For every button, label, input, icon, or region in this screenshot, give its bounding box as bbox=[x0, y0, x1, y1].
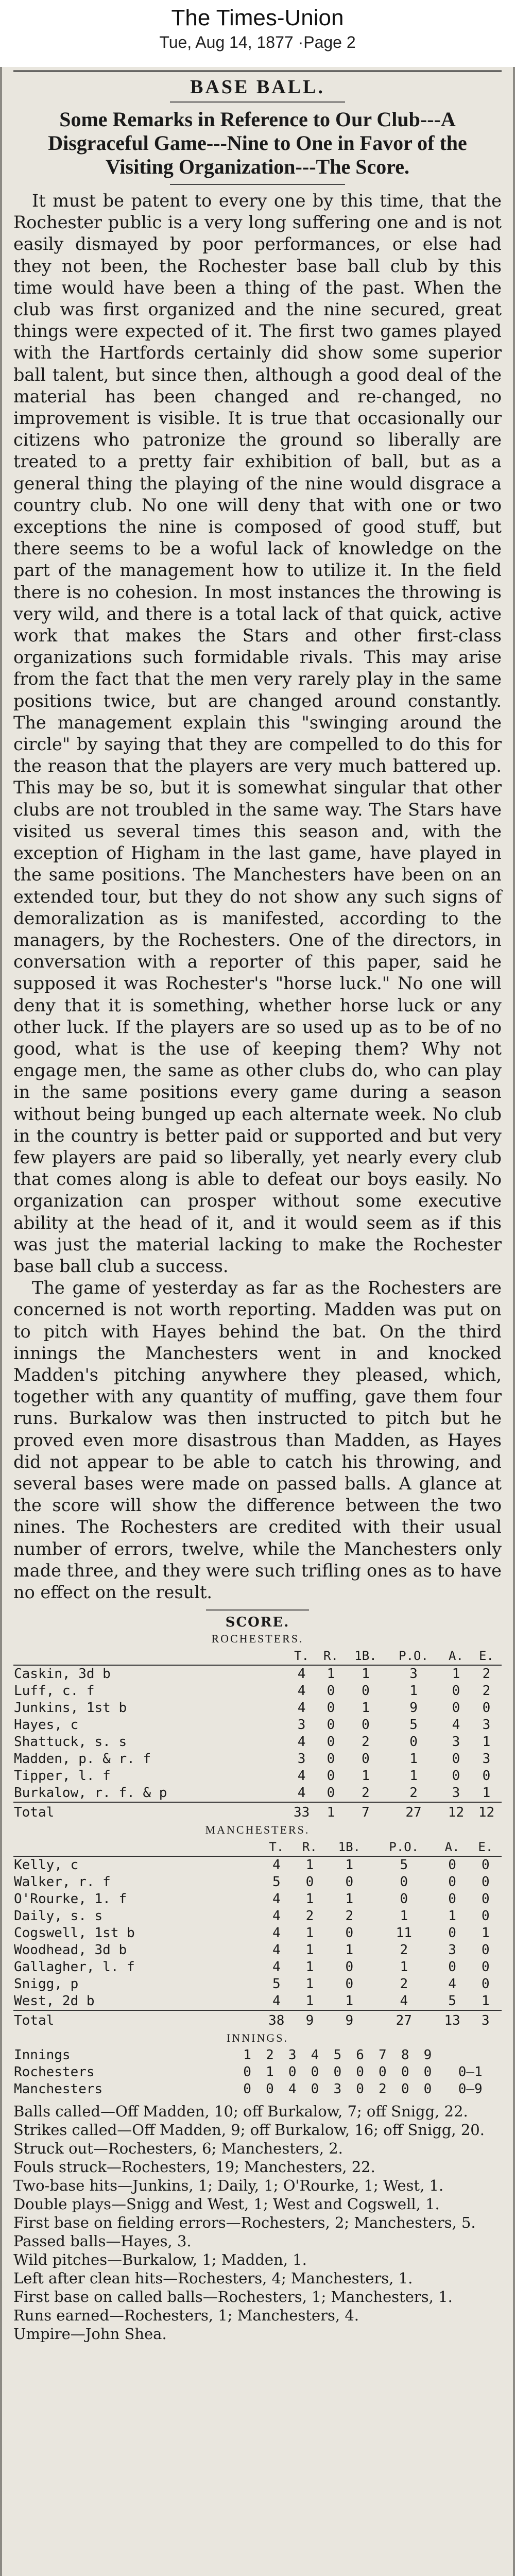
player-name: Tipper, l. f bbox=[14, 1768, 111, 1784]
innings-row bbox=[13, 2064, 502, 2081]
stat-cell: 1 bbox=[400, 1959, 408, 1975]
box-header-row bbox=[13, 1648, 502, 1665]
stat-cell: 5 bbox=[272, 1874, 281, 1890]
game-note: Fouls struck—Rochesters, 19; Manchesters, 22. bbox=[13, 2158, 375, 2176]
innings-header-cell: 7 bbox=[379, 2047, 387, 2063]
stat-cell: 0 bbox=[327, 1717, 335, 1733]
stat-cell: 0 bbox=[448, 1925, 456, 1941]
stat-cell: 0 bbox=[362, 1751, 370, 1767]
player-name: Cogswell, 1st b bbox=[14, 1925, 135, 1941]
column-header: 1B. bbox=[345, 1648, 386, 1665]
stat-cell: 3 bbox=[448, 1942, 456, 1958]
player-row bbox=[13, 1734, 502, 1751]
stat-cell: 1 bbox=[345, 1857, 354, 1873]
stat-cell: 0 bbox=[345, 1976, 354, 1992]
column-header: P.O. bbox=[373, 1839, 435, 1856]
total-cell: 9 bbox=[294, 2010, 325, 2029]
stat-cell: 1 bbox=[345, 1942, 354, 1958]
player-row bbox=[13, 1874, 502, 1891]
innings-header-cell: 3 bbox=[288, 2047, 297, 2063]
column-header: A. bbox=[435, 1839, 470, 1856]
innings-cell: 0 bbox=[288, 2064, 297, 2080]
game-note: First base on called balls—Rochesters, 1; Manchesters, 1. bbox=[13, 2288, 453, 2306]
innings-cell: 0 bbox=[243, 2064, 251, 2080]
stat-cell: 1 bbox=[482, 1925, 490, 1941]
stat-cell: 4 bbox=[297, 1666, 306, 1682]
stat-cell: 1 bbox=[362, 1666, 370, 1682]
stat-cell: 1 bbox=[448, 1908, 456, 1924]
stat-cell: 2 bbox=[400, 1942, 408, 1958]
deck-rule bbox=[170, 184, 345, 185]
innings-cell: 0—9 bbox=[458, 2081, 483, 2097]
stat-cell: 1 bbox=[327, 1666, 335, 1682]
player-row bbox=[13, 1959, 502, 1976]
player-row bbox=[13, 1665, 502, 1683]
player-column-header bbox=[13, 1648, 286, 1665]
player-column-header bbox=[13, 1839, 259, 1856]
game-note: Strikes called—Off Madden, 9; off Burkalow, 16; off Snigg, 20. bbox=[13, 2121, 485, 2139]
page-masthead bbox=[0, 0, 515, 67]
innings-cell: 0 bbox=[266, 2081, 274, 2097]
player-name: Walker, r. f bbox=[14, 1874, 111, 1890]
stat-cell: 2 bbox=[362, 1734, 370, 1750]
player-row bbox=[13, 1925, 502, 1942]
stat-cell: 1 bbox=[482, 1993, 490, 2009]
column-header: T. bbox=[259, 1839, 294, 1856]
total-label: Total bbox=[13, 2010, 259, 2029]
stat-cell: 1 bbox=[345, 1993, 354, 2009]
game-note: Left after clean hits—Rochesters, 4; Manchesters, 1. bbox=[13, 2269, 413, 2287]
stat-cell: 4 bbox=[272, 1908, 281, 1924]
newspaper-name: The Times-Union bbox=[171, 5, 344, 30]
stat-cell: 0 bbox=[482, 1942, 490, 1958]
player-row bbox=[13, 1908, 502, 1925]
stat-cell: 0 bbox=[345, 1925, 354, 1941]
player-row bbox=[13, 1683, 502, 1700]
box-header-row bbox=[13, 1839, 502, 1856]
stat-cell: 0 bbox=[327, 1751, 335, 1767]
stat-cell: 0 bbox=[345, 1959, 354, 1975]
player-name: Shattuck, s. s bbox=[14, 1734, 127, 1750]
player-name: Madden, p. & r. f bbox=[14, 1751, 151, 1767]
innings-cell: 3 bbox=[333, 2081, 342, 2097]
article-headline: BASE BALL. bbox=[190, 76, 325, 98]
column-header: A. bbox=[441, 1648, 471, 1665]
stat-cell: 5 bbox=[409, 1717, 418, 1733]
stat-cell: 0 bbox=[448, 1857, 456, 1873]
innings-header-cell: 9 bbox=[423, 2047, 432, 2063]
player-name: Junkins, 1st b bbox=[14, 1700, 127, 1716]
innings-table bbox=[13, 2047, 502, 2098]
total-label: Total bbox=[13, 1802, 286, 1821]
player-row bbox=[13, 1785, 502, 1802]
stat-cell: 4 bbox=[272, 1993, 281, 2009]
total-cell: 27 bbox=[373, 2010, 435, 2029]
stat-cell: 4 bbox=[272, 1959, 281, 1975]
team-name: Manchesters bbox=[14, 2081, 103, 2097]
total-cell: 3 bbox=[470, 2010, 502, 2029]
innings-cell: 0 bbox=[356, 2081, 364, 2097]
section-rule bbox=[206, 1609, 309, 1611]
stat-cell: 0 bbox=[327, 1785, 335, 1801]
innings-cell: 0 bbox=[401, 2081, 409, 2097]
innings-cell: 0 bbox=[333, 2064, 342, 2080]
total-row bbox=[13, 1802, 502, 1821]
stat-cell: 4 bbox=[297, 1785, 306, 1801]
stat-cell: 0 bbox=[362, 1683, 370, 1699]
stat-cell: 0 bbox=[448, 1891, 456, 1907]
stat-cell: 0 bbox=[345, 1874, 354, 1890]
stat-cell: 1 bbox=[305, 1993, 314, 2009]
stat-cell: 1 bbox=[305, 1959, 314, 1975]
player-row bbox=[13, 1768, 502, 1785]
stat-cell: 1 bbox=[305, 1925, 314, 1941]
innings-cell: 2 bbox=[379, 2081, 387, 2097]
stat-cell: 0 bbox=[482, 1768, 491, 1784]
stat-cell: 0 bbox=[452, 1768, 460, 1784]
newspaper-clipping bbox=[0, 67, 515, 2576]
stat-cell: 0 bbox=[327, 1683, 335, 1699]
stat-cell: 1 bbox=[362, 1700, 370, 1716]
stat-cell: 5 bbox=[272, 1976, 281, 1992]
issue-date: Tue, Aug 14, 1877 ·Page 2 bbox=[159, 33, 356, 52]
player-name: Burkalow, r. f. & p bbox=[14, 1785, 167, 1801]
stat-cell: 3 bbox=[482, 1751, 491, 1767]
stat-cell: 2 bbox=[482, 1683, 491, 1699]
stat-cell: 0 bbox=[482, 1908, 490, 1924]
stat-cell: 4 bbox=[400, 1993, 408, 2009]
stat-cell: 0 bbox=[327, 1700, 335, 1716]
innings-header-cell: Innings bbox=[14, 2047, 71, 2063]
game-note: Double plays—Snigg and West, 1; West and Cogswell, 1. bbox=[13, 2195, 440, 2213]
article-paragraph-1: It must be patent to every one by this time, that the Rochester public is a very long suffering one and is not easily dismayed by poor performances, or else had they not been, the Rochester base ball club by this time would have been a thing of the past. When the club was first organized and the nine secured, great things were expected of it. The first two games played with the Hartfords certainly did show some superior ball talent, but since then, although a good deal of the material has been changed and re-changed, no improvement is visible. It is true that occasionally our citizens who patronize the ground so liberally are treated to a pretty fair exhibition of ball, but as a general thing the playing of the nine would disgrace a country club. No one will deny that with one or two exceptions the nine is composed of good stuff, but there seems to be a woful lack of knowledge on the part of the management how to utilize it. In the field there is no cohesion. In most instances the throwing is very wild, and there is a total lack of that quick, active work that makes the Stars and other first-class organizations such formidable rivals. This may arise from the fact that the men very rarely play in the same positions twice, but are changed around constantly. The management explain this "swinging around the circle" by saying that they are compelled to do this for the reason that the players are very much battered up. This may be so, but it is somewhat singular that other clubs are not troubled in the same way. The Stars have visited us several times this season and, with the exception of Higham in the last game, have played in the same positions. The Manchesters have been on an extended tour, but they do not show any such signs of demoralization as is manifested, according to the managers, by the Rochesters. One of the directors, in conversation with a reporter of this paper, said he supposed it was Rochester's "horse luck." No one will deny that it is something, whether horse luck or any other luck. If the players are so used up as to be of no good, what is the use of keeping them? Why not engage men, the same as other clubs do, who can play in the same positions every game during a season without being bunged up each alternate week. No club in the country is better paid or supported and but very few players are paid so liberally, yet nearly every club that comes along is able to defeat our boys easily. No organization can prosper without some executive ability at the head of it, and it would seem as if this was just the material lacking to make the Rochester base ball club a success. bbox=[13, 191, 502, 1276]
total-cell: 33 bbox=[286, 1802, 317, 1821]
total-cell: 12 bbox=[471, 1802, 502, 1821]
stat-cell: 0 bbox=[452, 1751, 460, 1767]
game-note: Two-base hits—Junkins, 1; Daily, 1; O'Rourke, 1; West, 1. bbox=[13, 2177, 444, 2195]
stat-cell: 3 bbox=[452, 1734, 460, 1750]
stat-cell: 0 bbox=[482, 1891, 490, 1907]
game-note: Umpire—John Shea. bbox=[13, 2325, 167, 2343]
player-row bbox=[13, 1976, 502, 1993]
stat-cell: 0 bbox=[482, 1959, 490, 1975]
player-row bbox=[13, 1993, 502, 2010]
innings-header-cell: 6 bbox=[356, 2047, 364, 2063]
stat-cell: 0 bbox=[482, 1700, 491, 1716]
stat-cell: 1 bbox=[345, 1891, 354, 1907]
stat-cell: 11 bbox=[396, 1925, 412, 1941]
column-header: 1B. bbox=[326, 1839, 373, 1856]
innings-cell: 1 bbox=[266, 2064, 274, 2080]
player-row bbox=[13, 1942, 502, 1959]
stat-cell: 0 bbox=[400, 1891, 408, 1907]
stat-cell: 2 bbox=[345, 1908, 354, 1924]
player-name: Hayes, c bbox=[14, 1717, 79, 1733]
stat-cell: 2 bbox=[400, 1976, 408, 1992]
stat-cell: 4 bbox=[272, 1942, 281, 1958]
player-row bbox=[13, 1856, 502, 1874]
stat-cell: 0 bbox=[482, 1976, 490, 1992]
game-notes bbox=[13, 2102, 502, 2343]
player-row bbox=[13, 1891, 502, 1908]
stat-cell: 1 bbox=[409, 1683, 418, 1699]
stat-cell: 4 bbox=[272, 1891, 281, 1907]
top-rule bbox=[13, 70, 502, 72]
stat-cell: 0 bbox=[452, 1700, 460, 1716]
total-cell: 1 bbox=[317, 1802, 345, 1821]
stat-cell: 0 bbox=[482, 1874, 490, 1890]
stat-cell: 5 bbox=[400, 1857, 408, 1873]
total-row bbox=[13, 2010, 502, 2029]
stat-cell: 1 bbox=[482, 1785, 491, 1801]
stat-cell: 1 bbox=[305, 1976, 314, 1992]
stat-cell: 0 bbox=[400, 1874, 408, 1890]
stat-cell: 1 bbox=[409, 1751, 418, 1767]
stat-cell: 9 bbox=[409, 1700, 418, 1716]
total-cell: 7 bbox=[345, 1802, 386, 1821]
innings-cell: 0 bbox=[379, 2064, 387, 2080]
stat-cell: 0 bbox=[362, 1717, 370, 1733]
stat-cell: 0 bbox=[305, 1874, 314, 1890]
rochesters-label: ROCHESTERS. bbox=[211, 1632, 304, 1646]
player-row bbox=[13, 1751, 502, 1768]
game-note: Balls called—Off Madden, 10; off Burkalow, 7; off Snigg, 22. bbox=[13, 2103, 468, 2121]
stat-cell: 2 bbox=[482, 1666, 491, 1682]
player-name: Luff, c. f bbox=[14, 1683, 95, 1699]
stat-cell: 0 bbox=[327, 1768, 335, 1784]
rochesters-rows bbox=[13, 1665, 502, 1821]
score-title: SCORE. bbox=[225, 1615, 290, 1631]
column-header: T. bbox=[286, 1648, 317, 1665]
stat-cell: 1 bbox=[305, 1942, 314, 1958]
innings-header-cell: 2 bbox=[266, 2047, 274, 2063]
stat-cell: 4 bbox=[297, 1734, 306, 1750]
stat-cell: 1 bbox=[400, 1908, 408, 1924]
game-note: Struck out—Rochesters, 6; Manchesters, 2. bbox=[13, 2140, 343, 2158]
stat-cell: 4 bbox=[272, 1925, 281, 1941]
player-row bbox=[13, 1717, 502, 1734]
innings-cell: 0 bbox=[423, 2064, 432, 2080]
game-note: Runs earned—Rochesters, 1; Manchesters, 4. bbox=[13, 2307, 359, 2325]
innings-header-cell: 1 bbox=[243, 2047, 251, 2063]
innings-cell: 0—1 bbox=[458, 2064, 483, 2080]
player-name: Kelly, c bbox=[14, 1857, 79, 1873]
manchesters-label: MANCHESTERS. bbox=[205, 1823, 310, 1837]
player-name: O'Rourke, 1. f bbox=[14, 1891, 127, 1907]
innings-cell: 4 bbox=[288, 2081, 297, 2097]
stat-cell: 0 bbox=[448, 1874, 456, 1890]
manchesters-box-score bbox=[13, 1839, 502, 2029]
stat-cell: 2 bbox=[409, 1785, 418, 1801]
innings-cell: 0 bbox=[356, 2064, 364, 2080]
stat-cell: 1 bbox=[452, 1666, 460, 1682]
column-header: E. bbox=[471, 1648, 502, 1665]
stat-cell: 5 bbox=[448, 1993, 456, 2009]
rochesters-box-score bbox=[13, 1648, 502, 1821]
stat-cell: 3 bbox=[482, 1717, 491, 1733]
column-header: P.O. bbox=[386, 1648, 441, 1665]
innings-header-cell bbox=[439, 2047, 502, 2064]
innings-cell: 0 bbox=[423, 2081, 432, 2097]
stat-cell: 3 bbox=[297, 1717, 306, 1733]
stat-cell: 0 bbox=[409, 1734, 418, 1750]
article-paragraph-2: The game of yesterday as far as the Rochesters are concerned is not worth reporting. Madden was put on to pitch with Hayes behind the bat. On the third innings the Manchesters went in and knocked Madden's pitching anywhere they pleased, which, together with any quantity of muffing, gave them four runs. Burkalow was then instructed to pitch but he proved even more disastrous than Madden, as Hayes did not appear to be able to catch his throwing, and several bases were made on passed balls. A glance at the score will show the difference between the two nines. The Rochesters are credited with their usual number of errors, twelve, while the Manchesters only made three, and they were such trifling ones as to have no effect on the result. bbox=[13, 1278, 502, 1602]
innings-cell: 0 bbox=[401, 2064, 409, 2080]
manchesters-rows bbox=[13, 1856, 502, 2029]
player-name: Gallagher, l. f bbox=[14, 1959, 135, 1975]
innings-cell: 0 bbox=[311, 2081, 319, 2097]
total-cell: 13 bbox=[435, 2010, 470, 2029]
innings-cell: 0 bbox=[311, 2064, 319, 2080]
stat-cell: 0 bbox=[452, 1683, 460, 1699]
stat-cell: 3 bbox=[297, 1751, 306, 1767]
article-deck: Some Remarks in Reference to Our Club---A Disgraceful Game---Nine to One in Favor of the Visiting Organization---The Score. bbox=[48, 108, 467, 178]
total-cell: 27 bbox=[386, 1802, 441, 1821]
total-cell: 38 bbox=[259, 2010, 294, 2029]
stat-cell: 4 bbox=[297, 1683, 306, 1699]
stat-cell: 0 bbox=[482, 1857, 490, 1873]
stat-cell: 1 bbox=[362, 1768, 370, 1784]
column-header: E. bbox=[470, 1839, 502, 1856]
innings-header-cell: 5 bbox=[333, 2047, 342, 2063]
innings-row bbox=[13, 2081, 502, 2098]
player-name: West, 2d b bbox=[14, 1993, 95, 2009]
stat-cell: 4 bbox=[297, 1768, 306, 1784]
total-cell: 12 bbox=[441, 1802, 471, 1821]
stat-cell: 0 bbox=[448, 1959, 456, 1975]
innings-header-row bbox=[13, 2047, 502, 2064]
player-name: Woodhead, 3d b bbox=[14, 1942, 127, 1958]
stat-cell: 3 bbox=[452, 1785, 460, 1801]
game-note: Passed balls—Hayes, 3. bbox=[13, 2232, 192, 2250]
stat-cell: 2 bbox=[362, 1785, 370, 1801]
stat-cell: 4 bbox=[452, 1717, 460, 1733]
stat-cell: 4 bbox=[448, 1976, 456, 1992]
player-name: Daily, s. s bbox=[14, 1908, 103, 1924]
innings-header-cell: 4 bbox=[311, 2047, 319, 2063]
stat-cell: 1 bbox=[305, 1857, 314, 1873]
player-name: Snigg, p bbox=[14, 1976, 79, 1992]
stat-cell: 2 bbox=[305, 1908, 314, 1924]
stat-cell: 4 bbox=[297, 1700, 306, 1716]
team-name: Rochesters bbox=[14, 2064, 95, 2080]
player-name: Caskin, 3d b bbox=[14, 1666, 111, 1682]
stat-cell: 0 bbox=[327, 1734, 335, 1750]
column-header: R. bbox=[294, 1839, 325, 1856]
innings-label: INNINGS. bbox=[227, 2031, 288, 2045]
stat-cell: 1 bbox=[409, 1768, 418, 1784]
innings-header-cell: 8 bbox=[401, 2047, 409, 2063]
innings-cell: 0 bbox=[243, 2081, 251, 2097]
game-note: First base on fielding errors—Rochesters, 2; Manchesters, 5. bbox=[13, 2214, 476, 2232]
total-cell: 9 bbox=[326, 2010, 373, 2029]
stat-cell: 4 bbox=[272, 1857, 281, 1873]
stat-cell: 1 bbox=[482, 1734, 491, 1750]
column-header: R. bbox=[317, 1648, 345, 1665]
stat-cell: 3 bbox=[409, 1666, 418, 1682]
game-note: Wild pitches—Burkalow, 1; Madden, 1. bbox=[13, 2251, 307, 2269]
stat-cell: 1 bbox=[305, 1891, 314, 1907]
headline-rule bbox=[170, 101, 345, 103]
player-row bbox=[13, 1700, 502, 1717]
innings-rows bbox=[13, 2047, 502, 2098]
